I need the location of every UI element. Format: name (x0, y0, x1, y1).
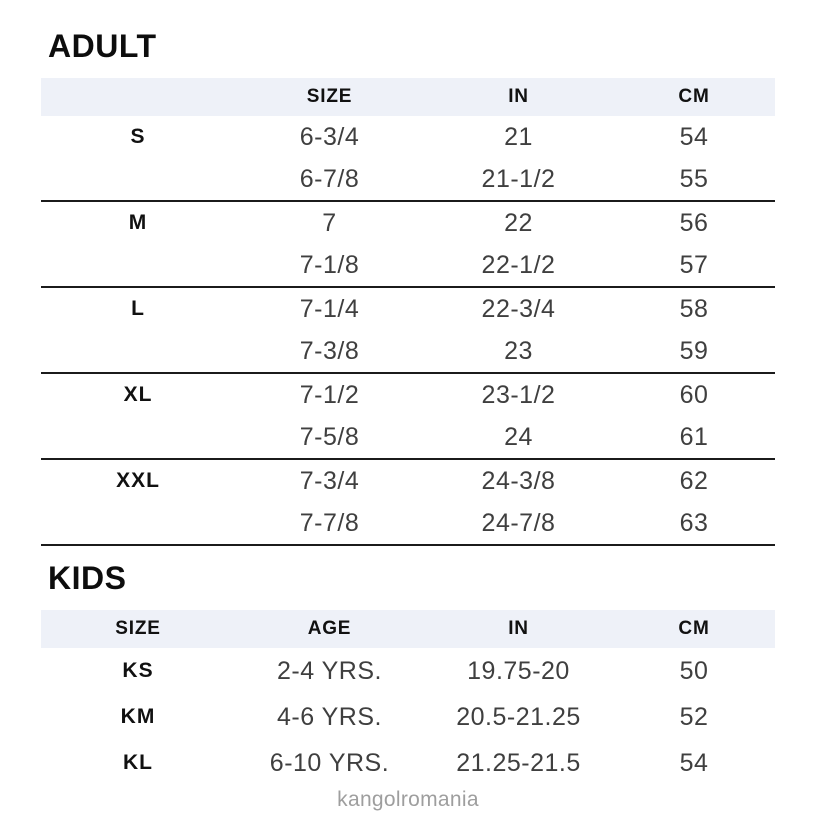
table-row (41, 116, 775, 158)
size-label-cell: KM (120, 705, 156, 728)
hat-size-cell: 6-3/4 (299, 122, 360, 151)
inches-cell: 22-3/4 (481, 294, 556, 323)
age-cell: 2-4 YRS. (277, 656, 382, 685)
kids-table-header-row (41, 610, 775, 648)
inches-cell: 24 (504, 422, 533, 451)
kids-size-table (41, 610, 775, 786)
hat-size-cell: 7 (322, 208, 337, 237)
inches-cell: 20.5-21.25 (456, 702, 581, 731)
column-header-in: IN (508, 86, 529, 107)
cm-cell: 56 (679, 208, 709, 237)
table-row (41, 694, 775, 740)
cm-cell: 59 (679, 336, 709, 365)
adult-size-group-m (41, 202, 775, 288)
hat-size-cell: 7-1/4 (299, 294, 360, 323)
table-row (41, 158, 775, 200)
table-row (41, 202, 775, 244)
table-row (41, 740, 775, 786)
table-row (41, 460, 775, 502)
inches-cell: 23-1/2 (481, 380, 556, 409)
adult-table-header-row (41, 78, 775, 116)
inches-cell: 19.75-20 (467, 656, 570, 685)
cm-cell: 55 (679, 164, 709, 193)
hat-size-cell: 7-1/8 (299, 250, 360, 279)
hat-size-cell: 7-1/2 (299, 380, 360, 409)
cm-cell: 54 (679, 122, 709, 151)
column-header-age: AGE (307, 618, 352, 639)
adult-section-title: ADULT (48, 28, 157, 64)
cm-cell: 54 (679, 748, 709, 777)
inches-cell: 21-1/2 (481, 164, 556, 193)
adult-size-group-xxl (41, 460, 775, 546)
column-header-cm: CM (678, 86, 710, 107)
size-label-cell: S (130, 125, 146, 148)
adult-size-group-l (41, 288, 775, 374)
table-row (41, 330, 775, 372)
column-header-cm: CM (678, 618, 710, 639)
hat-size-cell: 7-3/4 (299, 466, 360, 495)
adult-size-table (41, 78, 775, 546)
column-header-in: IN (508, 618, 529, 639)
inches-cell: 21.25-21.5 (456, 748, 581, 777)
watermark: kangolromania (337, 788, 479, 811)
cm-cell: 60 (679, 380, 709, 409)
cm-cell: 58 (679, 294, 709, 323)
adult-size-group-xl (41, 374, 775, 460)
size-label-cell: KL (123, 751, 153, 774)
cm-cell: 62 (679, 466, 709, 495)
age-cell: 6-10 YRS. (269, 748, 390, 777)
column-header-size: SIZE (115, 618, 161, 639)
kids-section-title: KIDS (48, 560, 127, 596)
hat-size-cell: 6-7/8 (299, 164, 360, 193)
inches-cell: 24-7/8 (481, 508, 556, 537)
table-row (41, 244, 775, 286)
inches-cell: 24-3/8 (481, 466, 556, 495)
cm-cell: 63 (679, 508, 709, 537)
cm-cell: 52 (679, 702, 709, 731)
hat-size-cell: 7-5/8 (299, 422, 360, 451)
cm-cell: 50 (679, 656, 709, 685)
age-cell: 4-6 YRS. (277, 702, 382, 731)
adult-size-group-s (41, 116, 775, 202)
hat-size-cell: 7-3/8 (299, 336, 360, 365)
inches-cell: 22 (504, 208, 533, 237)
size-label-cell: M (128, 211, 148, 234)
table-row (41, 288, 775, 330)
table-row (41, 374, 775, 416)
size-label-cell: XL (123, 383, 153, 406)
table-row (41, 648, 775, 694)
cm-cell: 57 (679, 250, 709, 279)
inches-cell: 23 (504, 336, 533, 365)
inches-cell: 22-1/2 (481, 250, 556, 279)
table-row (41, 416, 775, 458)
table-row (41, 502, 775, 544)
size-label-cell: KS (122, 659, 154, 682)
hat-size-cell: 7-7/8 (299, 508, 360, 537)
inches-cell: 21 (504, 122, 533, 151)
cm-cell: 61 (679, 422, 709, 451)
size-label-cell: XXL (116, 469, 160, 492)
column-header-size: SIZE (306, 86, 353, 107)
size-label-cell: L (131, 297, 145, 320)
